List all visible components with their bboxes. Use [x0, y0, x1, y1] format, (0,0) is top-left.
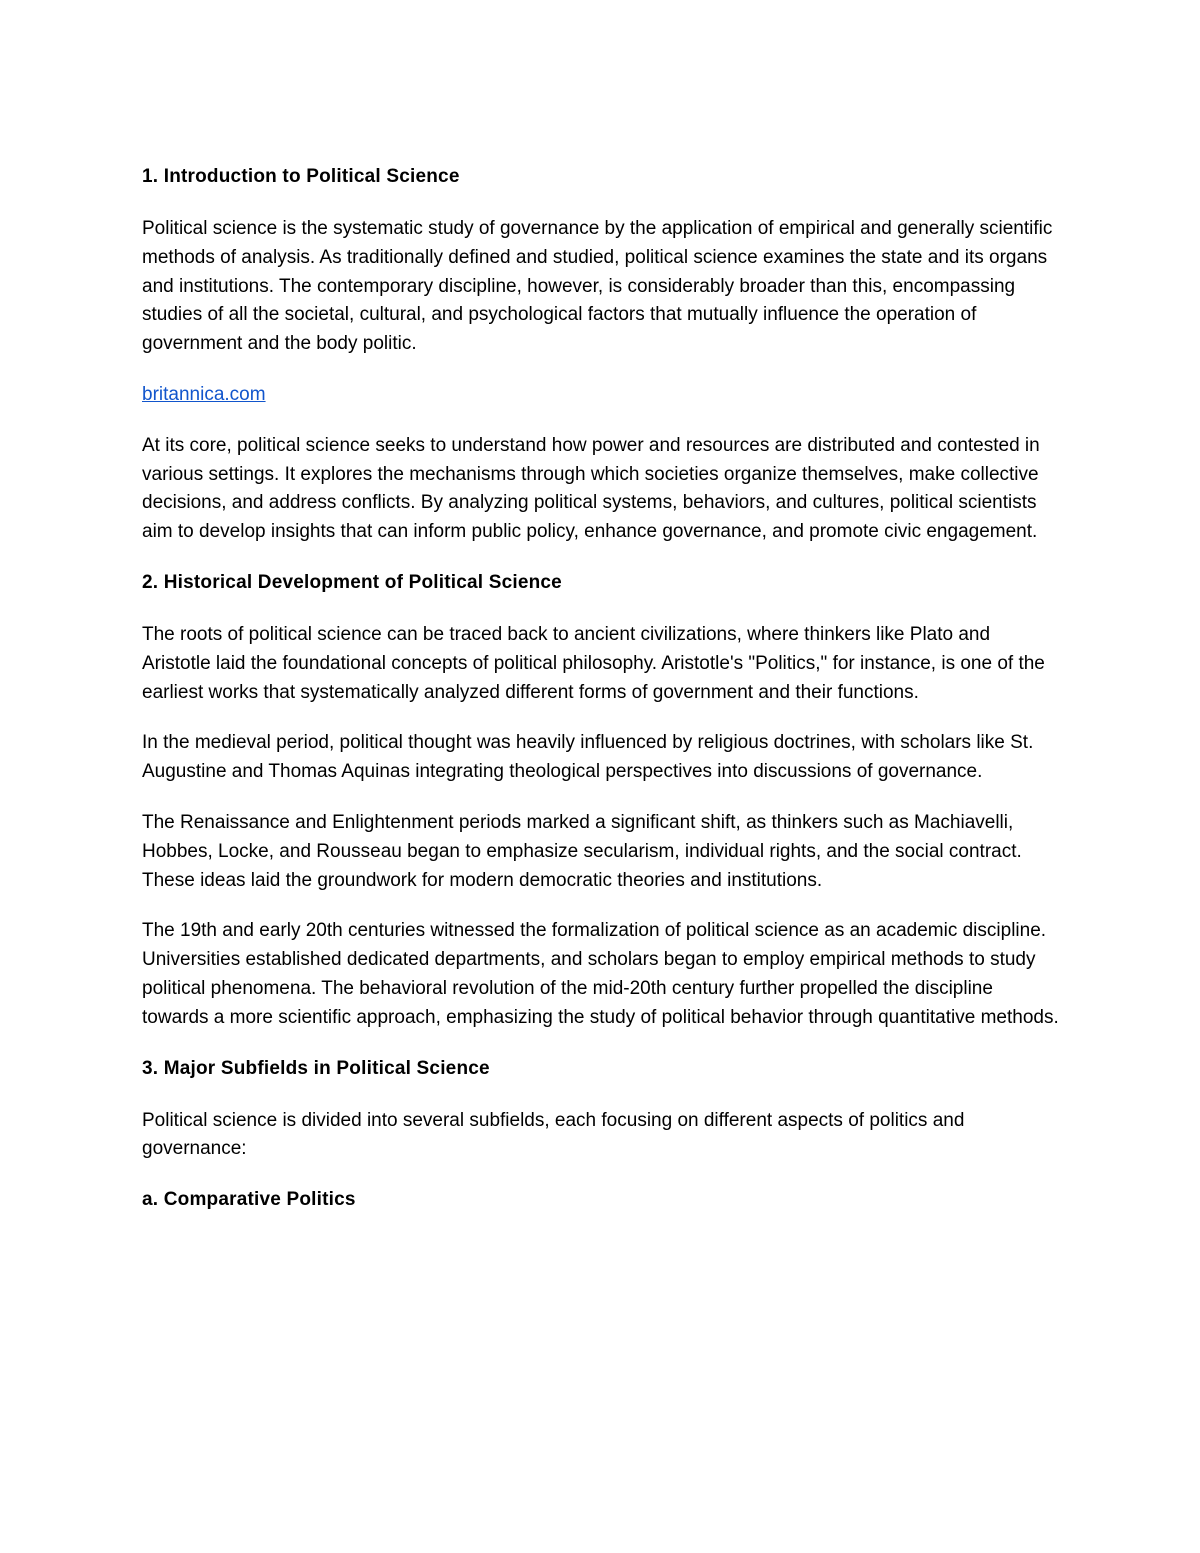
paragraph-definition: Political science is the systematic study of governance by the application of empirical and generally scientific methods of analysis. As traditionally defined and studied, political science examines the state and its organs and institutions. The contemporary discipline, however, is considerably broader than this, encompassing studies of all the societal, cultural, and psychological factors that mutually influence the operation of government and the body politic.: [142, 218, 1053, 355]
paragraph-medieval: In the medieval period, political thought was heavily influenced by religious doctrines, with scholars like St. Augustine and Thomas Aquinas integrating theological perspectives into discussions of governance.: [142, 732, 1034, 783]
document-page: [142, 163, 1062, 1238]
subheading-comparative-politics: a. Comparative Politics: [142, 1189, 356, 1211]
section-heading-historical: 2. Historical Development of Political Science: [142, 571, 562, 593]
source-paragraph: [142, 381, 1062, 410]
source-link[interactable]: britannica.com: [142, 383, 266, 405]
paragraph-ancient: The roots of political science can be traced back to ancient civilizations, where thinkers like Plato and Aristotle laid the foundational concepts of political philosophy. Aristotle's "Politics," for instance, is one of the earliest works that systematically analyzed different forms of government and their functions.: [142, 623, 1045, 703]
paragraph-subfields: Political science is divided into several subfields, each focusing on different aspects of politics and governance:: [142, 1109, 965, 1160]
paragraph-renaissance: The Renaissance and Enlightenment periods marked a significant shift, as thinkers such as Machiavelli, Hobbes, Locke, and Rousseau began to emphasize secularism, individual rights, and the social contract. These ideas laid the groundwork for modern democratic theories and institutions.: [142, 811, 1022, 891]
section-heading-introduction: 1. Introduction to Political Science: [142, 166, 460, 187]
paragraph-core: At its core, political science seeks to understand how power and resources are distributed and contested in various settings. It explores the mechanisms through which societies organize themselves, make collective decisions, and address conflicts. By analyzing political systems, behaviors, and cultures, political scientists aim to develop insights that can inform public policy, enhance governance, and promote civic engagement.: [142, 434, 1040, 543]
paragraph-modern: The 19th and early 20th centuries witnessed the formalization of political science as an academic discipline. Universities established dedicated departments, and scholars began to employ empirical methods to study political phenomena. The behavioral revolution of the mid-20th century further propelled the discipline towards a more scientific approach, emphasizing the study of political behavior through quantitative methods.: [142, 920, 1059, 1028]
section-heading-subfields: 3. Major Subfields in Political Science: [142, 1057, 490, 1079]
